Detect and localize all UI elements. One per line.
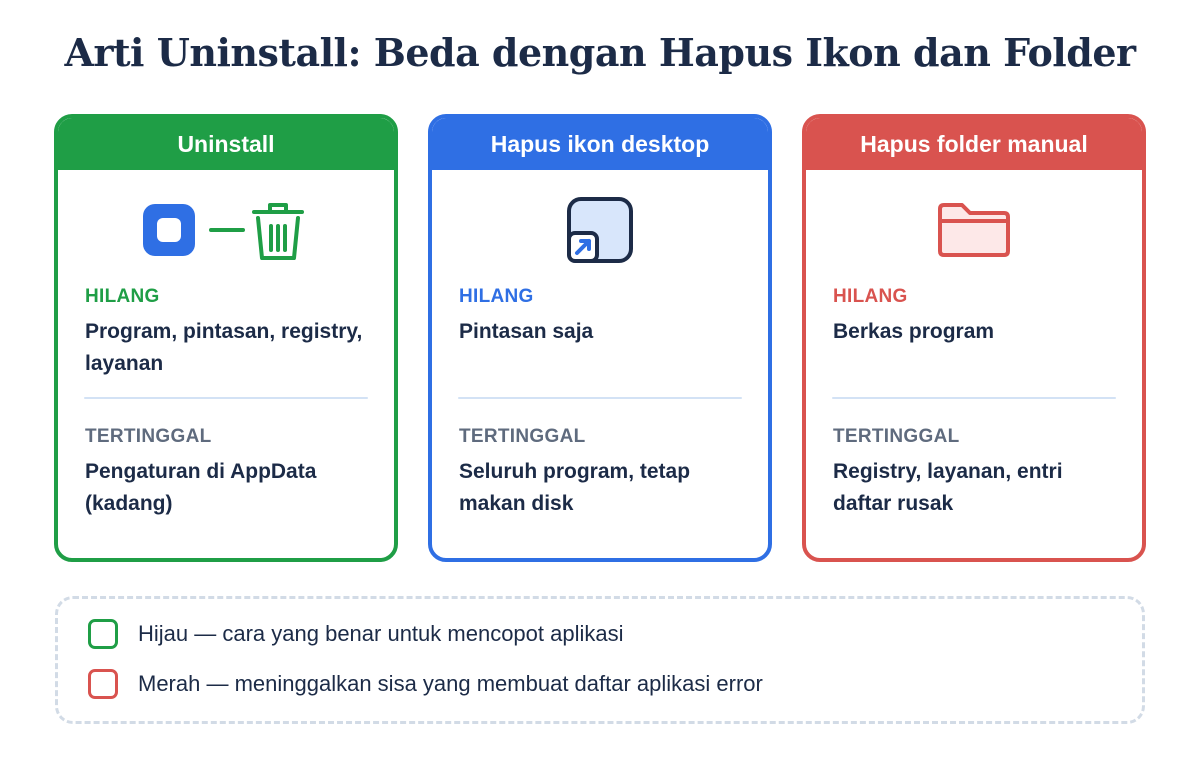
lost-label: HILANG <box>459 286 534 307</box>
app-to-trash-icon <box>141 198 311 262</box>
red-swatch-icon <box>88 669 118 699</box>
lost-text: Berkas program <box>833 320 995 343</box>
lost-label: HILANG <box>833 286 908 307</box>
divider <box>84 397 368 399</box>
card-header: Hapus ikon desktop <box>432 118 768 170</box>
page-title: Arti Uninstall: Beda dengan Hapus Ikon dan Folder <box>64 30 1136 75</box>
card-delete-folder-manual <box>802 114 1146 562</box>
remaining-text: Seluruh program, tetap makan disk <box>459 460 691 515</box>
lost-text: Pintasan saja <box>459 320 594 343</box>
card-header: Uninstall <box>58 118 394 170</box>
folder-icon <box>936 201 1012 259</box>
legend-item-red <box>88 669 763 699</box>
remaining-label: TERTINGGAL <box>833 426 960 447</box>
remaining-text: Pengaturan di AppData (kadang) <box>85 460 317 515</box>
trash-icon <box>254 205 302 258</box>
divider <box>458 397 742 399</box>
card-delete-desktop-icon <box>428 114 772 562</box>
lost-text: Program, pintasan, registry, layanan <box>85 320 363 375</box>
remaining-label: TERTINGGAL <box>85 426 212 447</box>
divider <box>832 397 1116 399</box>
lost-label: HILANG <box>85 286 160 307</box>
remaining-text: Registry, layanan, entri daftar rusak <box>833 460 1063 515</box>
shortcut-icon <box>565 195 635 265</box>
legend-item-green <box>88 619 624 649</box>
card-header: Hapus folder manual <box>806 118 1142 170</box>
legend <box>55 596 1145 724</box>
remaining-label: TERTINGGAL <box>459 426 586 447</box>
legend-text: Hijau — cara yang benar untuk mencopot aplikasi <box>138 621 624 646</box>
legend-text: Merah — meninggalkan sisa yang membuat daftar aplikasi error <box>138 671 763 696</box>
green-swatch-icon <box>88 619 118 649</box>
card-uninstall <box>54 114 398 562</box>
